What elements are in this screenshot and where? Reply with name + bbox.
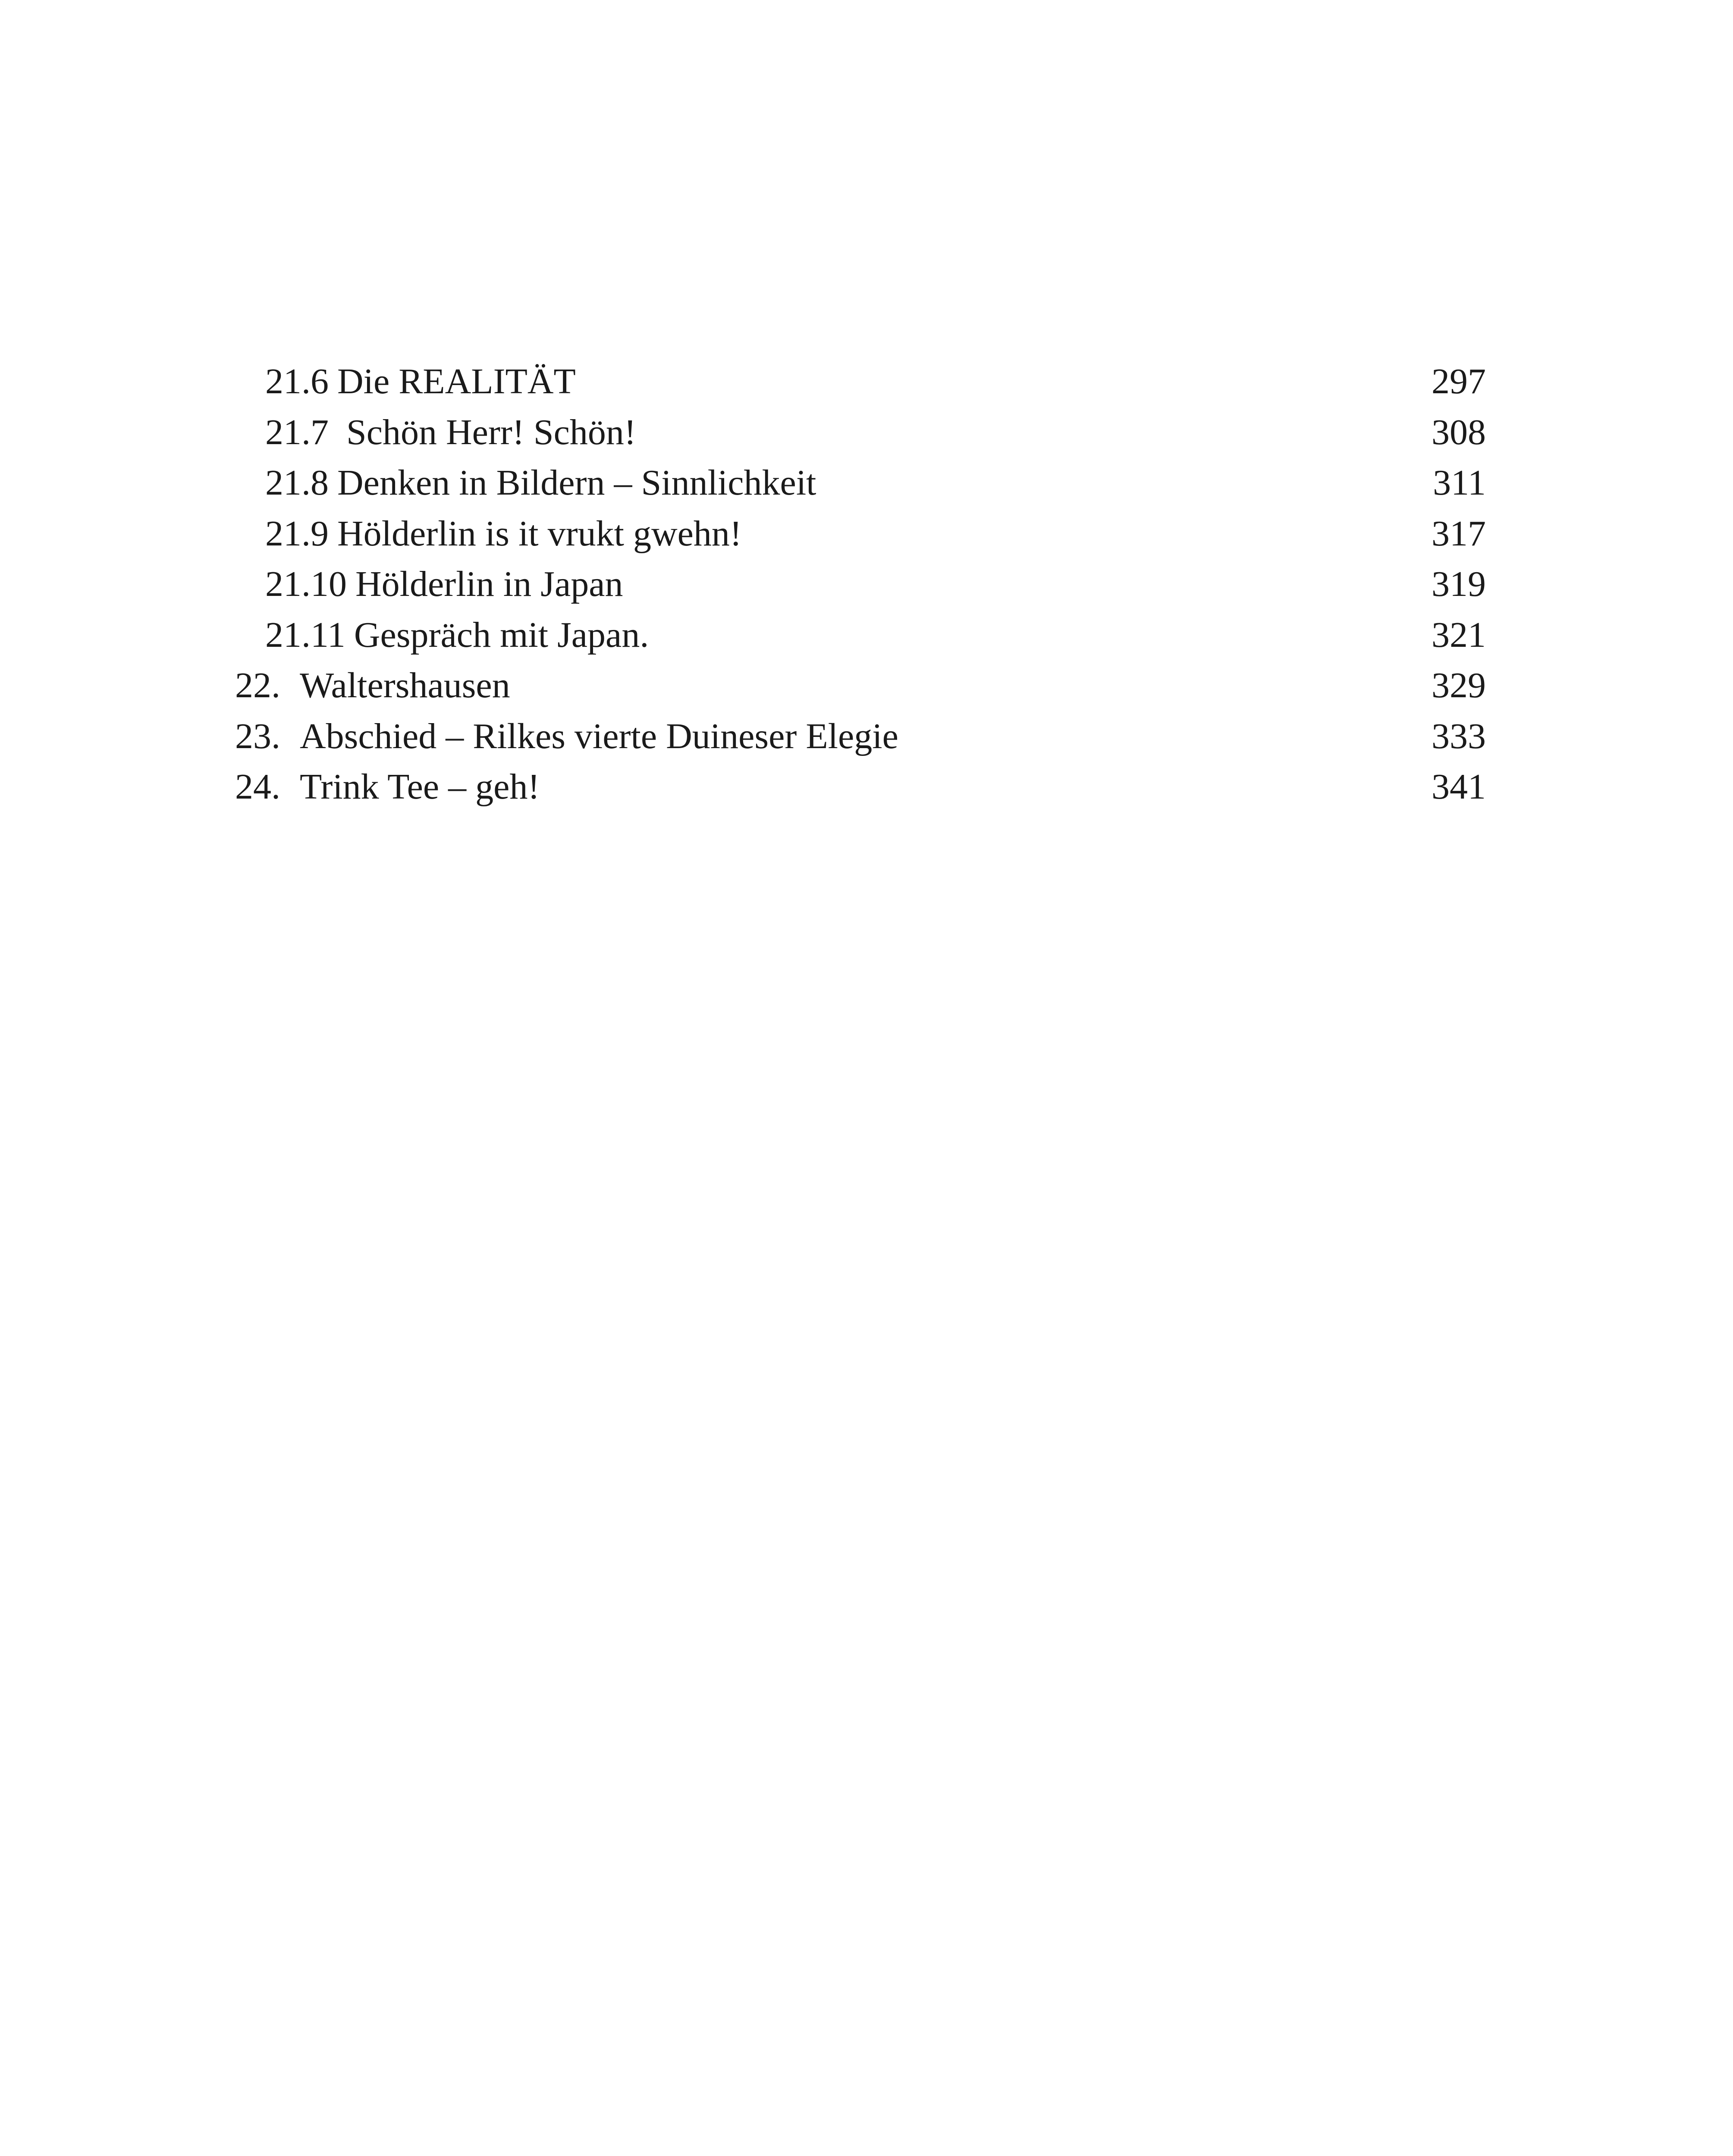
toc-entry [235,761,1486,812]
toc-entry-number: 22. [235,665,280,705]
toc-entry-text [235,660,510,711]
toc-entry-title: Schön Herr! Schön! [337,412,636,452]
toc-entry-page: 329 [1432,665,1486,705]
toc-entry-title: Denken in Bildern – Sinnlichkeit [337,463,816,503]
toc-entry-text [265,356,576,407]
toc-entry [235,458,1486,508]
toc-entry-page: 341 [1432,767,1486,807]
toc-entry-text [235,761,540,812]
toc-entry [235,610,1486,661]
toc-entry-title: Abschied – Rilkes vierte Duineser Elegie [300,716,898,756]
toc-entry [235,559,1486,610]
toc-entry-number: 23. [235,716,280,756]
toc-entry-number: 21.6 [265,361,329,401]
toc-entry-title: Hölderlin is it vrukt gwehn! [337,513,742,554]
toc-entry-page: 297 [1432,361,1486,401]
toc-entry-number: 21.10 [265,564,347,604]
toc-entry-title: Die REALITÄT [337,361,576,401]
toc-entry-page: 319 [1432,564,1486,604]
toc-entry-page: 321 [1432,614,1486,655]
toc-entry-number: 21.9 [265,513,329,554]
toc-entry-title: Waltershausen [300,665,510,705]
toc-entry [235,711,1486,762]
toc-entry-text [265,508,742,559]
toc-entry-page: 308 [1432,412,1486,452]
toc-entry [235,508,1486,559]
toc-entry [235,660,1486,711]
toc-entry [235,356,1486,407]
toc-entry-text [265,407,636,458]
toc-entry-text [265,610,649,661]
toc-entry-text [265,559,623,610]
toc-entry [235,407,1486,458]
toc-entry-title: Gespräch mit Japan. [354,614,649,655]
toc-entry-number: 21.8 [265,463,329,503]
toc-entry-number: 21.7 [265,412,329,452]
toc-entry-text [265,458,816,508]
toc-entry-page: 333 [1432,716,1486,756]
toc-entry-title: Trink Tee – geh! [300,767,540,807]
toc-entry-title: Hölderlin in Japan [355,564,623,604]
toc-entry-text [235,711,898,762]
toc-entry-number: 24. [235,767,280,807]
toc-entry-page: 317 [1432,513,1486,554]
table-of-contents [235,356,1486,812]
toc-entry-number: 21.11 [265,614,345,655]
toc-entry-page: 311 [1433,463,1486,503]
